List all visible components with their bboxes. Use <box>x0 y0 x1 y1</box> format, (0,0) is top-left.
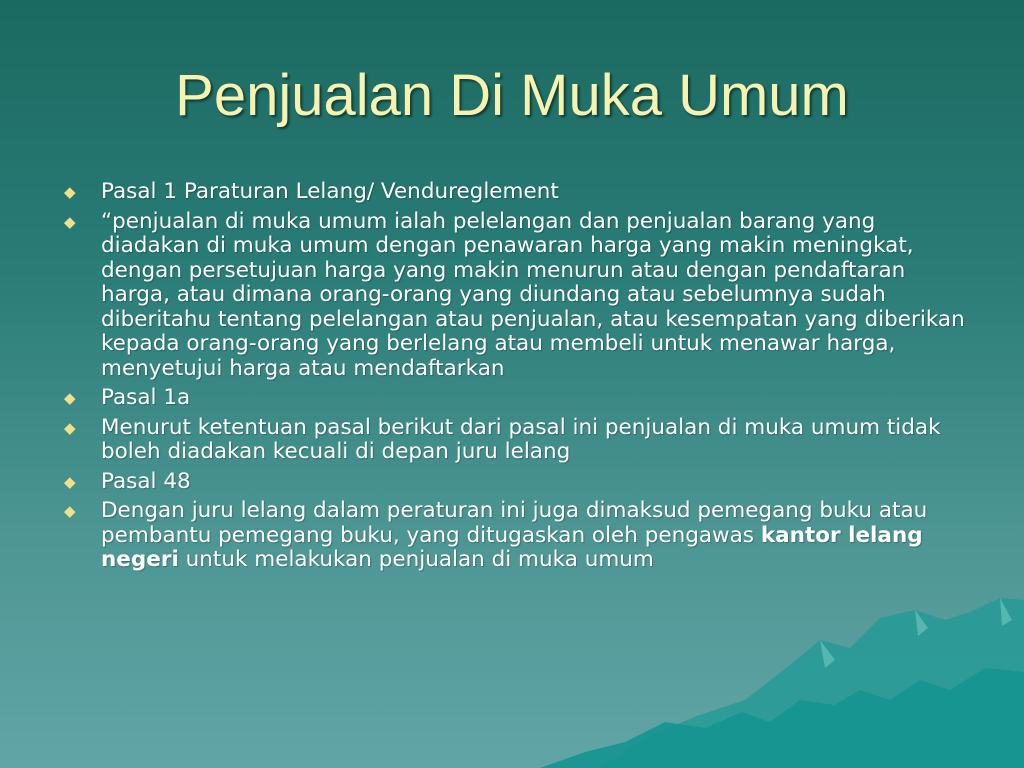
diamond-bullet-icon: ◆ <box>64 502 76 520</box>
slide-title: Penjualan Di Muka Umum <box>175 63 849 128</box>
diamond-bullet-icon: ◆ <box>64 183 76 201</box>
bullet-text: Pasal 48 <box>101 468 191 494</box>
diamond-bullet-icon: ◆ <box>64 418 76 437</box>
bullet-item <box>62 499 967 573</box>
bullet-text: Pasal 1 Paraturan Lelang/ Vendureglement <box>101 179 559 204</box>
bullet-item <box>62 416 967 465</box>
bullet-text-after: untuk melakukan penjualan di muka umum <box>178 547 654 572</box>
bullet-text-before: Dengan juru lelang dalam peraturan ini juga dimaksud pemegang buku atau pembantu pemegang buku, yang ditugaskan oleh pengawas <box>101 498 928 548</box>
mountain-range-front <box>540 668 1024 768</box>
bullet-item <box>62 180 967 205</box>
bullet-list <box>62 180 967 578</box>
bullet-text: Pasal 1a <box>101 385 191 410</box>
mountain-snow-highlights <box>820 598 1012 668</box>
diamond-bullet-icon: ◆ <box>64 212 76 231</box>
diamond-bullet-icon: ◆ <box>64 389 76 407</box>
bullet-item <box>62 470 967 495</box>
bullet-text-bold: kantor lelang negeri <box>101 522 923 572</box>
diamond-bullet-icon: ◆ <box>64 472 76 491</box>
bullet-text: “penjualan di muka umum ialah pelelangan dan penjualan barang yang diadakan di muka umum dengan penawaran harga yang makin meningkat, dengan persetujuan harga yang makin menurun atau dengan pendaftaran harga, atau dimana orang-orang yang diundang atau sebelumnya sudah diberitahu tentang pelelangan atau penjualan, atau kesempatan yang diberikan kepada orang-orang yang berlelang atau membeli untuk menawar harga, menyetujui harga atau mendaftarkan <box>101 208 965 381</box>
bullet-item <box>62 386 967 411</box>
bullet-item <box>62 210 967 382</box>
bullet-text: Menurut ketentuan pasal berikut dari pasal ini penjualan di muka umum tidak boleh diadakan kecuali di depan juru lelang <box>101 414 941 464</box>
mountain-range-back <box>600 598 1024 768</box>
